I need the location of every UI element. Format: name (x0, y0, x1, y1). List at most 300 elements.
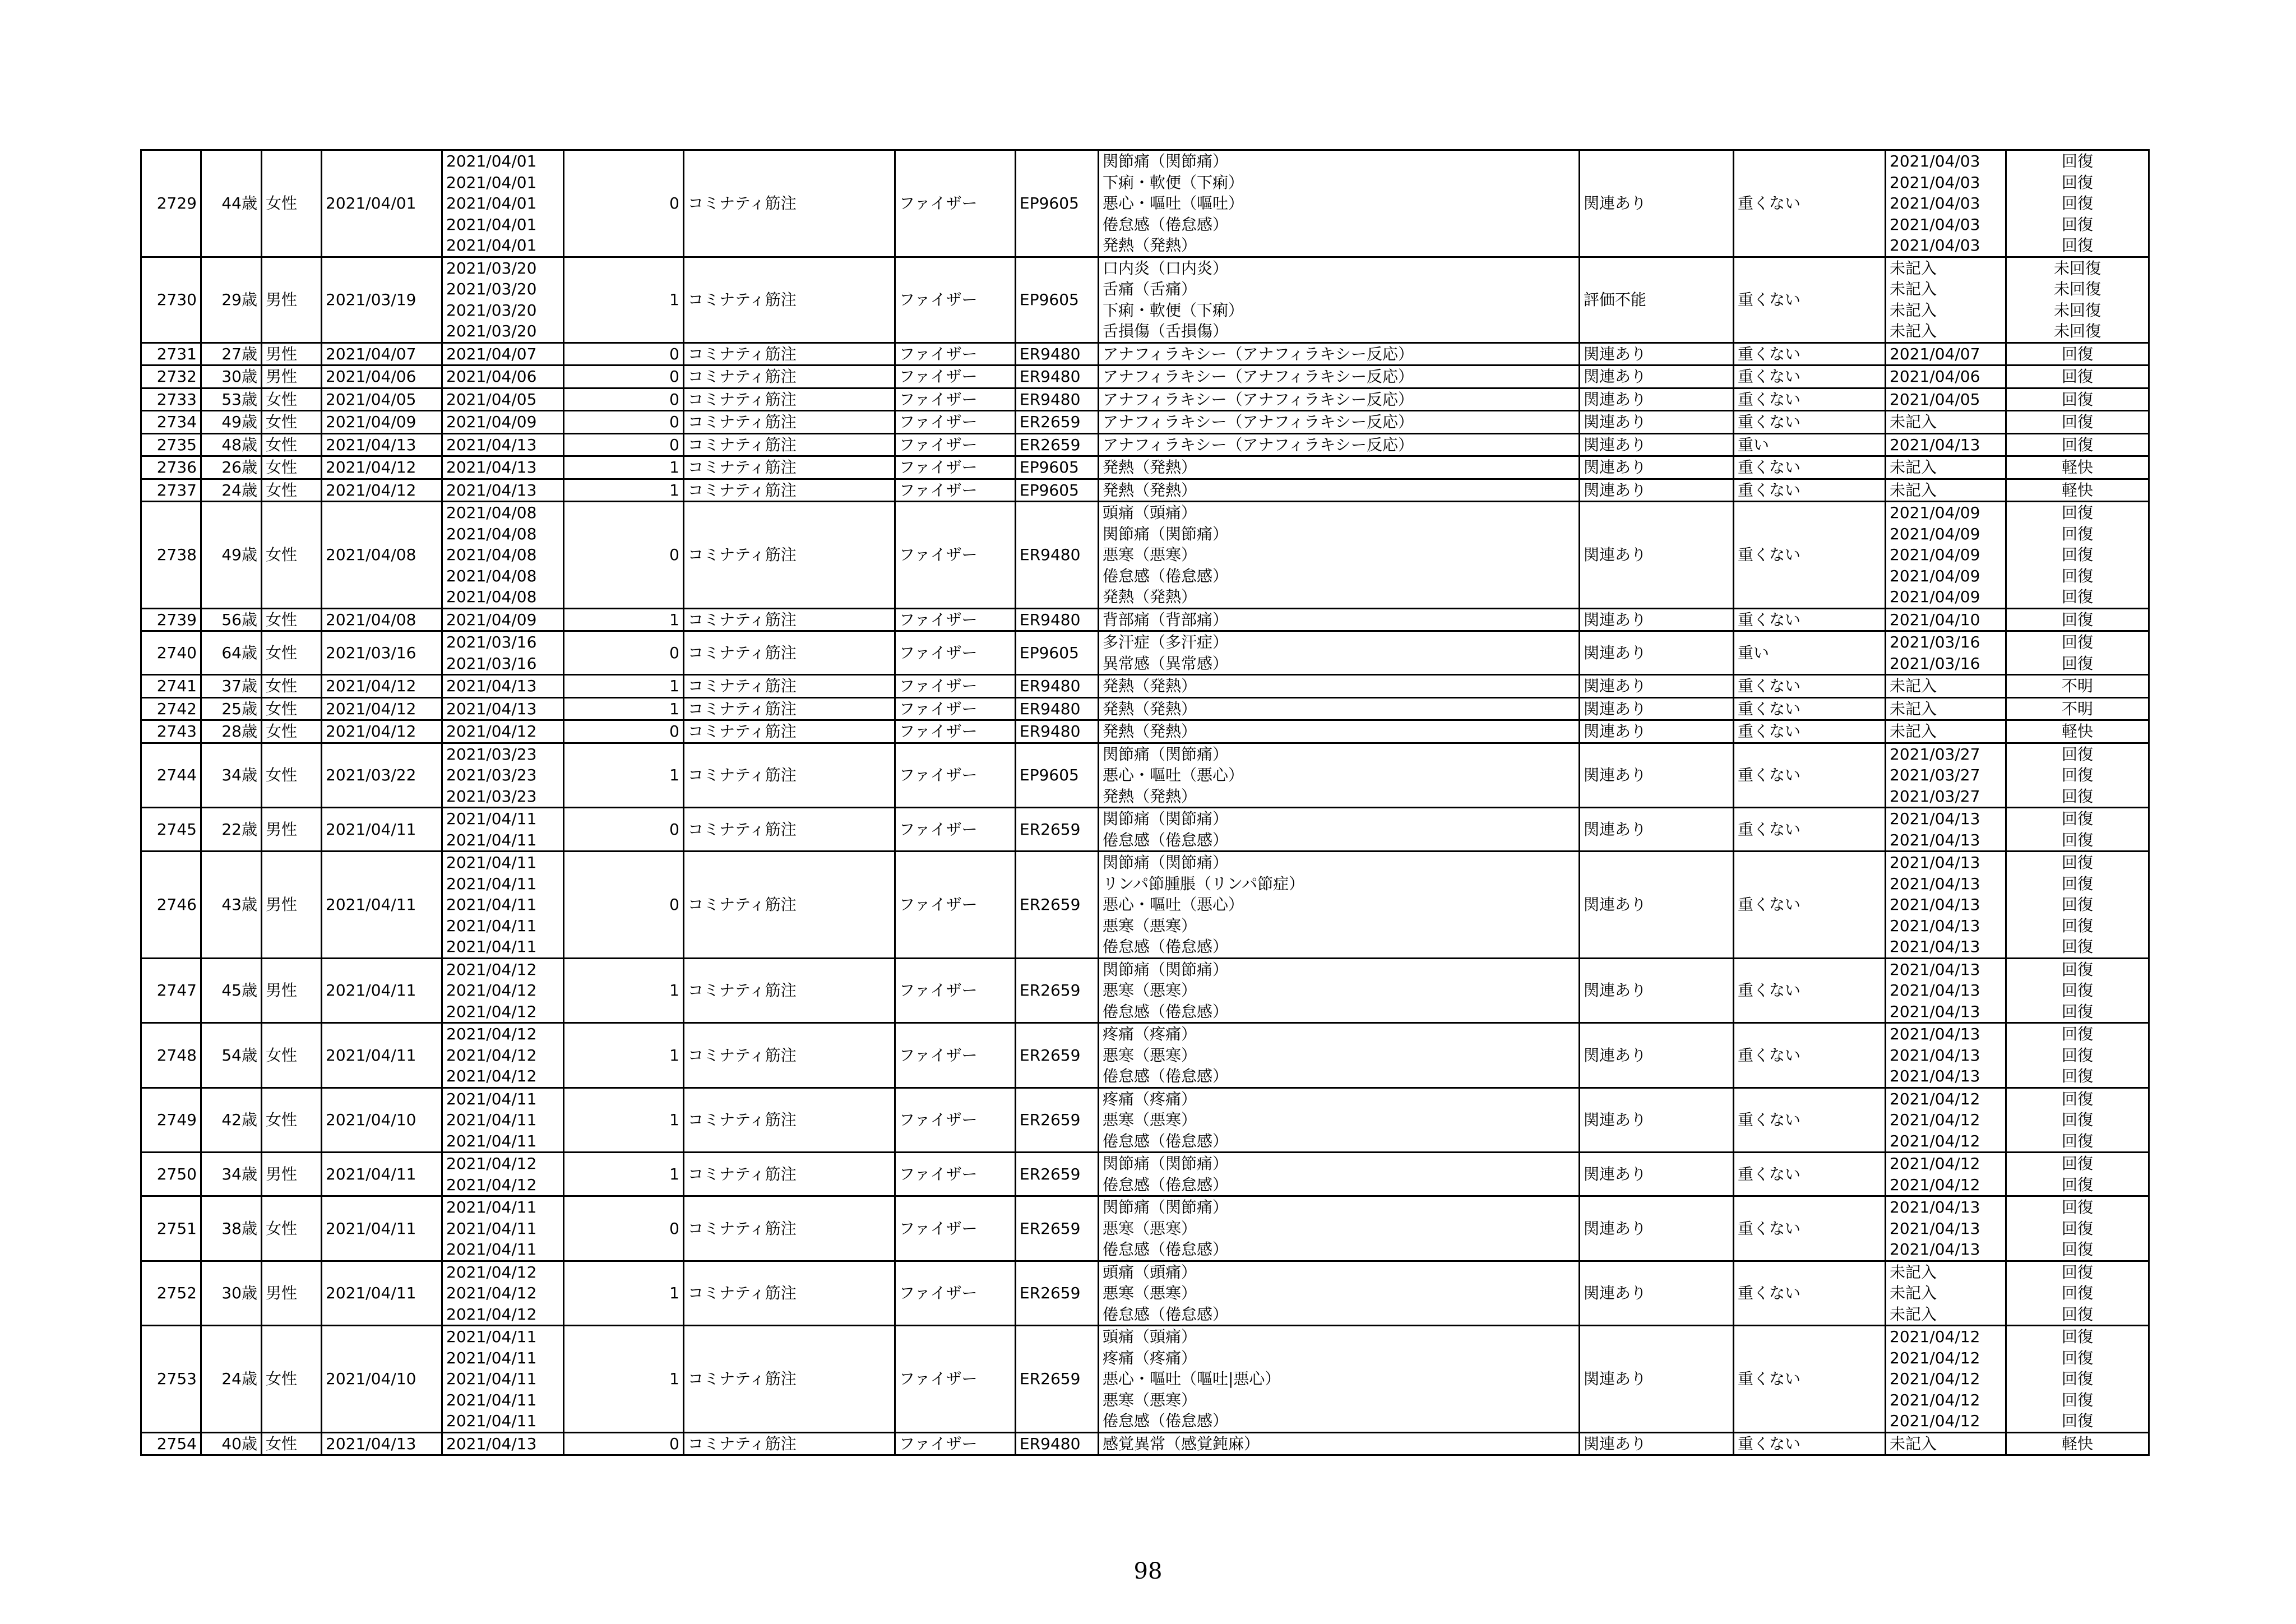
onset-dates-line: 2021/04/11 (446, 1198, 537, 1216)
outcome-dates-line: 2021/04/07 (1890, 344, 1980, 363)
dose-count: 0 (564, 343, 684, 365)
symptoms (1099, 675, 1580, 698)
table-row (141, 433, 2149, 456)
outcomes-line: 回復 (2061, 1369, 2093, 1388)
severity: 重くない (1734, 958, 1886, 1023)
lot-number: ER2659 (1016, 1153, 1099, 1196)
onset-dates (442, 631, 564, 675)
outcome-dates-line: 2021/04/13 (1890, 1025, 1980, 1043)
sex: 男性 (262, 257, 322, 343)
vaccine-name (684, 433, 895, 456)
symptoms-line: 悪寒（悪寒） (1103, 1284, 1197, 1302)
onset-dates-line: 2021/04/08 (446, 503, 537, 522)
severity: 重くない (1734, 1196, 1886, 1261)
outcome-dates (1886, 1261, 2006, 1326)
outcomes-line: 回復 (2061, 194, 2093, 212)
onset-dates-line: 2021/04/12 (446, 1175, 537, 1194)
report-no: 2742 (141, 697, 201, 720)
outcome-dates-line: 未記入 (1890, 413, 1937, 431)
sex: 女性 (262, 675, 322, 698)
onset-dates-line: 2021/04/11 (446, 1348, 537, 1367)
symptoms-line: 発熱（発熱） (1103, 480, 1197, 499)
outcome-dates (1886, 411, 2006, 434)
outcome-dates (1886, 456, 2006, 479)
outcome-dates (1886, 808, 2006, 852)
dose-count: 1 (564, 1261, 684, 1326)
vaccination-date: 2021/04/12 (322, 697, 442, 720)
onset-dates (442, 433, 564, 456)
symptoms-line: 悪寒（悪寒） (1103, 981, 1197, 1000)
dose-count: 0 (564, 720, 684, 743)
severity: 重くない (1734, 697, 1886, 720)
outcome-dates (1886, 1023, 2006, 1088)
outcome-dates-line: 2021/04/13 (1890, 1240, 1980, 1259)
symptoms (1099, 852, 1580, 959)
manufacturer: ファイザー (895, 608, 1016, 631)
age: 43歳 (201, 852, 262, 959)
age: 26歳 (201, 456, 262, 479)
outcome-dates (1886, 502, 2006, 609)
symptoms-line: 関節痛（関節痛） (1103, 809, 1229, 828)
outcomes (2006, 958, 2149, 1023)
vaccination-date: 2021/03/22 (322, 743, 442, 808)
vaccination-date: 2021/04/12 (322, 456, 442, 479)
report-no: 2735 (141, 433, 201, 456)
lot-number: EP9605 (1016, 456, 1099, 479)
outcome-dates-line: 2021/04/12 (1890, 1131, 1980, 1150)
lot-number: ER2659 (1016, 958, 1099, 1023)
age: 64歳 (201, 631, 262, 675)
onset-dates-line: 2021/03/20 (446, 322, 537, 340)
age: 49歳 (201, 411, 262, 434)
vaccination-date: 2021/04/13 (322, 1432, 442, 1455)
table-row (141, 1023, 2149, 1088)
outcome-dates (1886, 608, 2006, 631)
symptoms (1099, 257, 1580, 343)
outcome-dates (1886, 479, 2006, 502)
lot-number: ER9480 (1016, 388, 1099, 411)
onset-dates-line: 2021/03/16 (446, 654, 537, 673)
vaccine-name (684, 720, 895, 743)
table-row (141, 1326, 2149, 1433)
outcome-dates (1886, 1326, 2006, 1433)
outcomes-line: 回復 (2061, 524, 2093, 543)
onset-dates-line: 2021/04/08 (446, 566, 537, 585)
manufacturer: ファイザー (895, 808, 1016, 852)
dose-count: 1 (564, 1326, 684, 1433)
table-row (141, 388, 2149, 411)
table-row (141, 257, 2149, 343)
manufacturer: ファイザー (895, 433, 1016, 456)
outcomes (2006, 411, 2149, 434)
onset-dates-line: 2021/04/12 (446, 1262, 537, 1281)
vaccination-date: 2021/04/11 (322, 1261, 442, 1326)
onset-dates-line: 2021/04/11 (446, 830, 537, 849)
severity: 重くない (1734, 1023, 1886, 1088)
symptoms-line: 悪寒（悪寒） (1103, 1045, 1197, 1065)
symptoms (1099, 720, 1580, 743)
table-row (141, 456, 2149, 479)
outcome-dates-line: 2021/04/13 (1890, 1219, 1980, 1238)
symptoms-line: アナフィラキシー（アナフィラキシー反応） (1103, 435, 1414, 454)
outcome-dates (1886, 631, 2006, 675)
causality: 関連あり (1580, 958, 1734, 1023)
onset-dates-line: 2021/04/12 (446, 1304, 537, 1324)
severity: 重くない (1734, 675, 1886, 698)
causality: 関連あり (1580, 631, 1734, 675)
table-row (141, 1432, 2149, 1455)
manufacturer: ファイザー (895, 697, 1016, 720)
manufacturer: ファイザー (895, 1326, 1016, 1433)
onset-dates-line: 2021/04/12 (446, 1067, 537, 1085)
outcomes-line: 回復 (2061, 1240, 2093, 1259)
symptoms (1099, 365, 1580, 388)
symptoms-line: 倦怠感（倦怠感） (1103, 1131, 1229, 1150)
age: 40歳 (201, 1432, 262, 1455)
outcomes-line: 未回復 (2053, 258, 2101, 277)
report-no: 2741 (141, 675, 201, 698)
outcome-dates (1886, 743, 2006, 808)
onset-dates-line: 2021/03/20 (446, 280, 537, 298)
age: 45歳 (201, 958, 262, 1023)
symptoms-line: 舌痛（舌痛） (1103, 280, 1197, 298)
vaccine-name-text: コミナティ筋注 (688, 677, 797, 695)
dose-count: 0 (564, 388, 684, 411)
outcomes-line: 軽快 (2061, 458, 2093, 476)
vaccine-name-text: コミナティ筋注 (688, 1164, 797, 1183)
onset-dates-line: 2021/04/12 (446, 981, 537, 1000)
outcome-dates (1886, 720, 2006, 743)
age: 34歳 (201, 1153, 262, 1196)
onset-dates (442, 1088, 564, 1153)
outcome-dates-line: 2021/04/03 (1890, 173, 1980, 192)
table-row (141, 697, 2149, 720)
outcome-dates-line: 2021/04/12 (1890, 1348, 1980, 1367)
symptoms-line: リンパ節腫脹（リンパ節症） (1103, 874, 1305, 893)
age: 34歳 (201, 743, 262, 808)
lot-number: ER9480 (1016, 675, 1099, 698)
sex: 女性 (262, 1326, 322, 1433)
outcome-dates (1886, 675, 2006, 698)
onset-dates-line: 2021/04/11 (446, 1089, 537, 1108)
vaccination-date: 2021/04/11 (322, 808, 442, 852)
symptoms-line: 関節痛（関節痛） (1103, 744, 1229, 764)
outcome-dates-line: 2021/04/13 (1890, 435, 1980, 454)
sex: 男性 (262, 1261, 322, 1326)
onset-dates-line: 2021/04/12 (446, 1025, 537, 1043)
onset-dates-line: 2021/04/11 (446, 1412, 537, 1430)
vaccine-name-text: コミナティ筋注 (688, 895, 797, 914)
outcome-dates-line: 2021/03/27 (1890, 786, 1980, 806)
severity: 重くない (1734, 479, 1886, 502)
outcomes-line: 回復 (2061, 1284, 2093, 1302)
onset-dates-line: 2021/04/13 (446, 677, 537, 695)
dose-count: 1 (564, 675, 684, 698)
report-no: 2747 (141, 958, 201, 1023)
dose-count: 1 (564, 257, 684, 343)
table-row (141, 808, 2149, 852)
outcomes-line: 回復 (2061, 1131, 2093, 1150)
outcomes-line: 回復 (2061, 367, 2093, 386)
causality: 関連あり (1580, 479, 1734, 502)
symptoms-line: 悪心・嘔吐（嘔吐|悪心） (1103, 1369, 1281, 1388)
severity: 重くない (1734, 456, 1886, 479)
onset-dates-line: 2021/04/13 (446, 480, 537, 499)
outcome-dates (1886, 852, 2006, 959)
report-no: 2752 (141, 1261, 201, 1326)
report-no: 2732 (141, 365, 201, 388)
sex: 女性 (262, 743, 322, 808)
dose-count: 0 (564, 150, 684, 257)
table-row (141, 743, 2149, 808)
dose-count: 0 (564, 808, 684, 852)
sex: 女性 (262, 479, 322, 502)
symptoms-line: 悪寒（悪寒） (1103, 916, 1197, 935)
outcomes (2006, 1196, 2149, 1261)
onset-dates-line: 2021/04/11 (446, 1240, 537, 1259)
outcomes (2006, 433, 2149, 456)
outcomes (2006, 720, 2149, 743)
sex: 男性 (262, 852, 322, 959)
vaccine-name-text: コミナティ筋注 (688, 1045, 797, 1065)
manufacturer: ファイザー (895, 1153, 1016, 1196)
table-row (141, 1261, 2149, 1326)
vaccine-name (684, 808, 895, 852)
vaccine-name (684, 456, 895, 479)
outcome-dates-line: 2021/04/12 (1890, 1111, 1980, 1129)
symptoms-line: 倦怠感（倦怠感） (1103, 1067, 1229, 1085)
outcomes (2006, 343, 2149, 365)
lot-number: EP9605 (1016, 479, 1099, 502)
report-no: 2744 (141, 743, 201, 808)
sex: 男性 (262, 808, 322, 852)
outcomes-line: 回復 (2061, 1304, 2093, 1324)
onset-dates-line: 2021/04/11 (446, 1219, 537, 1238)
dose-count: 1 (564, 1023, 684, 1088)
outcome-dates (1886, 1153, 2006, 1196)
sex: 女性 (262, 697, 322, 720)
outcomes (2006, 1088, 2149, 1153)
manufacturer: ファイザー (895, 257, 1016, 343)
lot-number: ER2659 (1016, 433, 1099, 456)
outcome-dates-line: 2021/04/13 (1890, 981, 1980, 1000)
vaccination-date: 2021/04/12 (322, 479, 442, 502)
vaccination-date: 2021/04/13 (322, 433, 442, 456)
sex: 女性 (262, 456, 322, 479)
vaccination-date: 2021/04/10 (322, 1326, 442, 1433)
outcome-dates-line: 未記入 (1890, 322, 1937, 340)
table-row (141, 343, 2149, 365)
table-row (141, 1153, 2149, 1196)
severity: 重い (1734, 433, 1886, 456)
manufacturer: ファイザー (895, 1432, 1016, 1455)
severity: 重くない (1734, 388, 1886, 411)
symptoms-line: 倦怠感（倦怠感） (1103, 1304, 1229, 1324)
symptoms-line: 倦怠感（倦怠感） (1103, 566, 1229, 585)
causality: 関連あり (1580, 743, 1734, 808)
table-row (141, 852, 2149, 959)
symptoms-line: 疼痛（疼痛） (1103, 1089, 1197, 1108)
symptoms (1099, 411, 1580, 434)
onset-dates-line: 2021/04/11 (446, 1131, 537, 1150)
symptoms-line: 悪寒（悪寒） (1103, 1390, 1197, 1409)
outcome-dates-line: 2021/04/06 (1890, 367, 1980, 386)
vaccine-name-text: コミナティ筋注 (688, 766, 797, 784)
outcomes-line: 回復 (2061, 1348, 2093, 1367)
onset-dates-line: 2021/04/13 (446, 699, 537, 718)
symptoms (1099, 808, 1580, 852)
outcomes-line: 回復 (2061, 766, 2093, 784)
outcomes (2006, 1023, 2149, 1088)
symptoms (1099, 388, 1580, 411)
onset-dates (442, 479, 564, 502)
age: 42歳 (201, 1088, 262, 1153)
vaccine-name (684, 1023, 895, 1088)
table-row (141, 150, 2149, 257)
age: 27歳 (201, 343, 262, 365)
age: 44歳 (201, 150, 262, 257)
outcomes-line: 回復 (2061, 1219, 2093, 1238)
outcome-dates-line: 2021/04/12 (1890, 1327, 1980, 1346)
symptoms-line: 悪寒（悪寒） (1103, 545, 1197, 564)
outcomes-line: 回復 (2061, 1111, 2093, 1129)
dose-count: 1 (564, 697, 684, 720)
outcome-dates-line: 2021/04/13 (1890, 874, 1980, 893)
outcome-dates (1886, 343, 2006, 365)
symptoms-line: 関節痛（関節痛） (1103, 1154, 1229, 1173)
outcomes-line: 回復 (2061, 1198, 2093, 1216)
vaccine-name-text: コミナティ筋注 (688, 643, 797, 662)
dose-count: 0 (564, 502, 684, 609)
outcome-dates-line: 2021/04/09 (1890, 566, 1980, 585)
symptoms-line: 発熱（発熱） (1103, 677, 1197, 695)
symptoms-line: 発熱（発熱） (1103, 722, 1197, 741)
causality: 関連あり (1580, 697, 1734, 720)
outcome-dates (1886, 697, 2006, 720)
outcomes-line: 回復 (2061, 152, 2093, 170)
causality: 関連あり (1580, 150, 1734, 257)
onset-dates (442, 388, 564, 411)
onset-dates-line: 2021/03/23 (446, 766, 537, 784)
symptoms-line: 発熱（発熱） (1103, 587, 1197, 606)
vaccination-date: 2021/04/11 (322, 1023, 442, 1088)
outcome-dates (1886, 958, 2006, 1023)
manufacturer: ファイザー (895, 411, 1016, 434)
outcomes-line: 回復 (2061, 744, 2093, 764)
age: 25歳 (201, 697, 262, 720)
onset-dates (442, 1196, 564, 1261)
manufacturer: ファイザー (895, 479, 1016, 502)
lot-number: ER9480 (1016, 365, 1099, 388)
symptoms-line: 悪寒（悪寒） (1103, 1219, 1197, 1238)
sex: 女性 (262, 150, 322, 257)
onset-dates-line: 2021/04/01 (446, 236, 537, 255)
onset-dates (442, 720, 564, 743)
outcome-dates-line: 2021/04/13 (1890, 1067, 1980, 1085)
vaccine-name (684, 1088, 895, 1153)
outcomes (2006, 631, 2149, 675)
onset-dates-line: 2021/04/12 (446, 960, 537, 979)
onset-dates-line: 2021/04/05 (446, 390, 537, 409)
symptoms (1099, 697, 1580, 720)
vaccine-name-text: コミナティ筋注 (688, 344, 797, 363)
outcomes (2006, 743, 2149, 808)
outcome-dates-line: 2021/04/09 (1890, 545, 1980, 564)
outcome-dates-line: 未記入 (1890, 300, 1937, 320)
dose-count: 0 (564, 365, 684, 388)
symptoms-line: 頭痛（頭痛） (1103, 1262, 1197, 1281)
outcome-dates-line: 2021/04/03 (1890, 236, 1980, 255)
symptoms-line: 悪心・嘔吐（嘔吐） (1103, 194, 1244, 212)
onset-dates (442, 808, 564, 852)
symptoms-line: 発熱（発熱） (1103, 699, 1197, 718)
vaccination-date: 2021/04/09 (322, 411, 442, 434)
onset-dates (442, 1023, 564, 1088)
lot-number: ER2659 (1016, 808, 1099, 852)
outcomes-line: 回復 (2061, 566, 2093, 585)
age: 24歳 (201, 479, 262, 502)
outcome-dates (1886, 365, 2006, 388)
report-no: 2731 (141, 343, 201, 365)
vaccine-name-text: コミナティ筋注 (688, 458, 797, 476)
causality: 関連あり (1580, 411, 1734, 434)
onset-dates-line: 2021/04/13 (446, 435, 537, 454)
outcomes (2006, 1261, 2149, 1326)
outcomes (2006, 502, 2149, 609)
onset-dates-line: 2021/03/20 (446, 300, 537, 320)
severity: 重くない (1734, 502, 1886, 609)
onset-dates-line: 2021/04/12 (446, 1284, 537, 1302)
outcomes-line: 不明 (2061, 699, 2093, 718)
age: 56歳 (201, 608, 262, 631)
dose-count: 1 (564, 958, 684, 1023)
outcome-dates-line: 2021/04/10 (1890, 610, 1980, 629)
severity: 重くない (1734, 852, 1886, 959)
age: 54歳 (201, 1023, 262, 1088)
outcome-dates-line: 2021/04/13 (1890, 1045, 1980, 1065)
outcomes-line: 回復 (2061, 610, 2093, 629)
outcomes-line: 回復 (2061, 809, 2093, 828)
outcome-dates-line: 2021/04/12 (1890, 1369, 1980, 1388)
table-row (141, 502, 2149, 609)
symptoms-line: 異常感（異常感） (1103, 654, 1229, 673)
outcome-dates-line: 2021/04/12 (1890, 1154, 1980, 1173)
onset-dates (442, 257, 564, 343)
symptoms (1099, 1326, 1580, 1433)
table-row (141, 1196, 2149, 1261)
severity: 重くない (1734, 1088, 1886, 1153)
age: 48歳 (201, 433, 262, 456)
outcome-dates-line: 未記入 (1890, 1434, 1937, 1453)
outcome-dates-line: 2021/04/09 (1890, 587, 1980, 606)
lot-number: EP9605 (1016, 743, 1099, 808)
sex: 男性 (262, 1153, 322, 1196)
vaccination-date: 2021/04/11 (322, 852, 442, 959)
outcome-dates-line: 2021/04/03 (1890, 152, 1980, 170)
symptoms (1099, 1196, 1580, 1261)
causality: 関連あり (1580, 808, 1734, 852)
manufacturer: ファイザー (895, 343, 1016, 365)
age: 53歳 (201, 388, 262, 411)
age: 38歳 (201, 1196, 262, 1261)
table-row (141, 720, 2149, 743)
report-no: 2750 (141, 1153, 201, 1196)
onset-dates-line: 2021/03/23 (446, 786, 537, 806)
onset-dates-line: 2021/04/11 (446, 1327, 537, 1346)
vaccine-name (684, 388, 895, 411)
symptoms (1099, 479, 1580, 502)
sex: 女性 (262, 608, 322, 631)
